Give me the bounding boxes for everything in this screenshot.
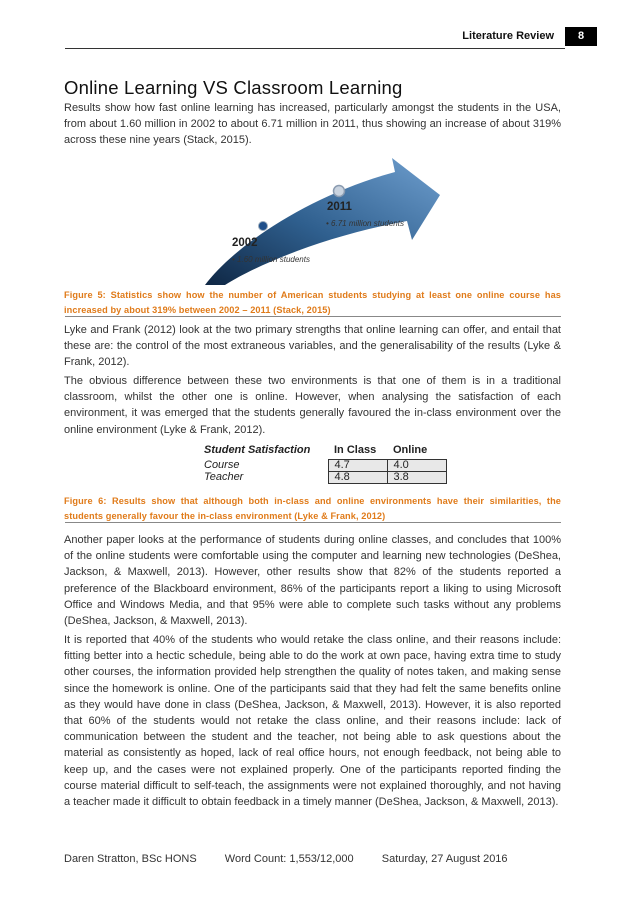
difference-paragraph: The obvious difference between these two environments is that one of them is in a traditional classroom, whilst the other one is online. However, when analysing the satisfaction of each environment, it was emerged that the students generally favoured the in-class environment over the online environment (Lyke & Frank, 2012).	[64, 375, 561, 436]
intro-paragraph: Results show how fast online learning has increased, particularly amongst the students in the USA, from about 1.60 million in 2002 to about 6.71 million in 2011, thus showing an increase of about 319% across these nine years (Stack, 2015).	[64, 102, 561, 147]
figure-5-rule	[65, 316, 561, 317]
cell-course-in-class: 4.7	[328, 459, 387, 471]
note-2011-text: 6.71 million students	[331, 219, 404, 228]
table-header-row	[198, 444, 446, 459]
note-2011: • 6.71 million students	[326, 219, 404, 228]
performance-paragraph: Another paper looks at the performance of students during online classes, and concludes that 100% of the online students were comfortable using the computer and learning new technologies (DeShea, Jackson, & Maxwell, 2013). However, other results show that 82% of the students reported a preference of the Blackboard environment, 86% of the participants report a liking to using Microsoft Office and Windows Media, and that 95% were able to complete such tasks without any problems (DeShea, Jackson, & Maxwell, 2013).	[64, 534, 561, 628]
table-row	[198, 471, 446, 483]
row-label-course: Course	[204, 458, 240, 471]
note-2002: • 1.60 million students	[232, 255, 310, 264]
figure-5-caption: Figure 5: Statistics show how the number of American students studying at least one online course has increased by about 319% between 2002 – 2011 (Stack, 2015)	[64, 290, 561, 315]
note-2002-text: 1.60 million students	[237, 255, 310, 264]
cell-course-online: 4.0	[387, 459, 446, 471]
page-footer	[64, 853, 508, 865]
cell-teacher-online: 3.8	[387, 471, 446, 483]
table-row	[198, 459, 446, 471]
retake-paragraph: It is reported that 40% of the students who would retake the class online, and their reasons include: fitting better into a hectic schedule, being able to do the work at own pace, having extra time to study other courses, the information provided help strengthen the quality of notes taken, and making sense since the homework is online. One of the participants said that they had felt the same benefits online as they would have done in class (DeShea, Jackson, & Maxwell, 2013). However, it is also reported that 60% of the students would not retake the class online, and their reasons include: lack of communication between the student and the teacher, not being able to ask questions about the material as consistently as hoped, lack of real office hours, not enough feedback, not being able to keep up, and the cases were not explained properly. One of the participants reported finding the course material difficult to self-teach, the assignments were not explained thoroughly, and not having a teacher made it difficult to obtain feedback in a timely manner (DeShea, Jackson, & Maxwell, 2013).	[64, 634, 561, 809]
year-2011-label: 2011	[327, 201, 352, 213]
figure-6-rule	[65, 522, 561, 523]
marker-2002	[259, 222, 268, 231]
satisfaction-table	[198, 444, 447, 484]
page-number-badge: 8	[565, 27, 597, 46]
cell-teacher-in-class: 4.8	[328, 471, 387, 483]
col-header-in-class: In Class	[334, 444, 377, 456]
marker-2011	[334, 186, 345, 197]
lyke-frank-paragraph: Lyke and Frank (2012) look at the two primary strengths that online learning can offer, and entail that these are: the control of the most extraneous variables, and the generalisability of the results (Lyke & Frank, 2012).	[64, 324, 561, 369]
col-header-online: Online	[393, 444, 428, 456]
row-label-teacher: Teacher	[204, 470, 244, 483]
figure-6-caption: Figure 6: Results show that although both in-class and online environments have their similarities, the students generally favour the in-class environment (Lyke & Frank, 2012)	[64, 496, 561, 521]
footer-date: Saturday, 27 August 2016	[381, 853, 508, 865]
section-heading: Online Learning VS Classroom Learning	[64, 77, 403, 98]
growth-arrow	[205, 158, 440, 285]
footer-word-count: Word Count: 1,553/12,000	[224, 853, 354, 865]
col-header-satisfaction: Student Satisfaction	[204, 444, 311, 456]
running-header-title: Literature Review	[462, 30, 554, 42]
footer-author: Daren Stratton, BSc HONS	[64, 853, 197, 865]
year-2002-label: 2002	[232, 237, 258, 249]
